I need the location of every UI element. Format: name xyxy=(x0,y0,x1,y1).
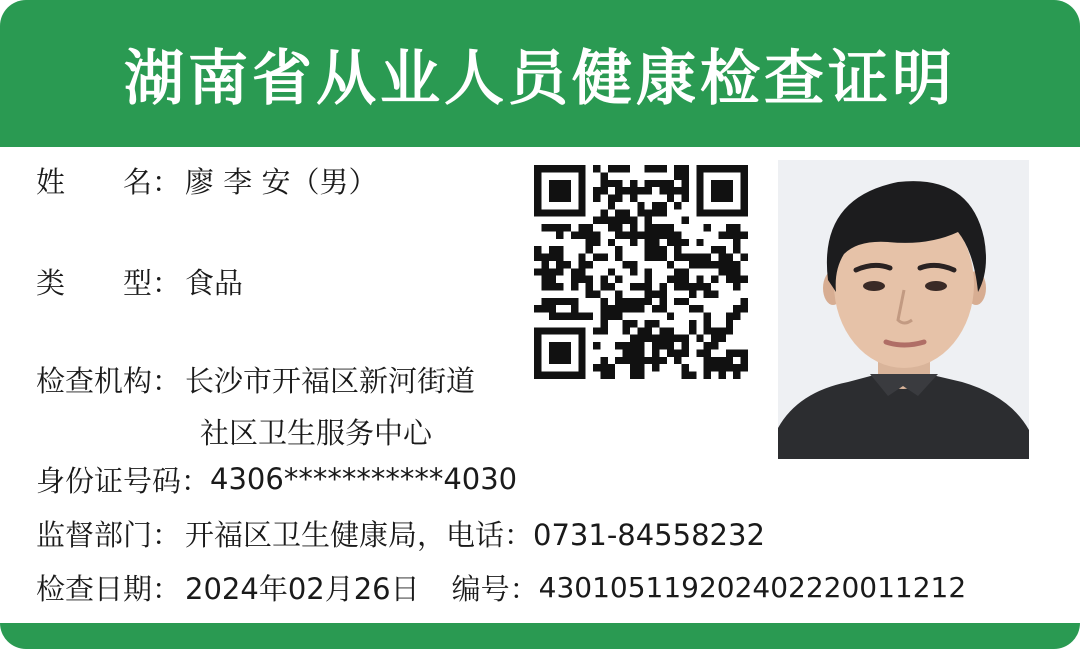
exam-date-label: 检查日期： xyxy=(36,571,182,606)
institution-row xyxy=(36,357,475,401)
card-footer-bar xyxy=(0,623,1080,649)
institution-value-line2: 社区卫生服务中心 xyxy=(200,415,433,450)
card-title: 湖南省从业人员健康检查证明 xyxy=(124,43,956,114)
name-label: 姓 名： xyxy=(36,164,182,199)
name-value: 廖 李 安（男） xyxy=(185,164,378,199)
id-photo xyxy=(778,160,1029,459)
institution-row-2 xyxy=(200,409,432,453)
exam-date-value: 2024年02月26日 xyxy=(185,571,420,606)
institution-label: 检查机构： xyxy=(36,363,182,398)
type-value: 食品 xyxy=(185,265,244,300)
type-label: 类 型： xyxy=(36,265,182,300)
supervisor-value: 开福区卫生健康局，电话：0731-84558232 xyxy=(185,517,765,552)
qr-code-icon xyxy=(534,165,748,379)
institution-value-line1: 长沙市开福区新河街道 xyxy=(185,363,476,398)
supervisor-row xyxy=(36,511,765,555)
card-header xyxy=(0,0,1080,147)
exam-date-row xyxy=(36,565,966,609)
id-number-value: 4306***********4030 xyxy=(210,462,518,496)
serial-value: 430105119202402220011212 xyxy=(538,570,967,604)
serial-label: 编号： xyxy=(451,571,539,606)
id-number-row xyxy=(36,457,517,501)
type-row xyxy=(36,259,243,303)
name-row xyxy=(36,158,377,202)
id-number-label: 身份证号码： xyxy=(36,463,211,498)
supervisor-label: 监督部门： xyxy=(36,517,182,552)
